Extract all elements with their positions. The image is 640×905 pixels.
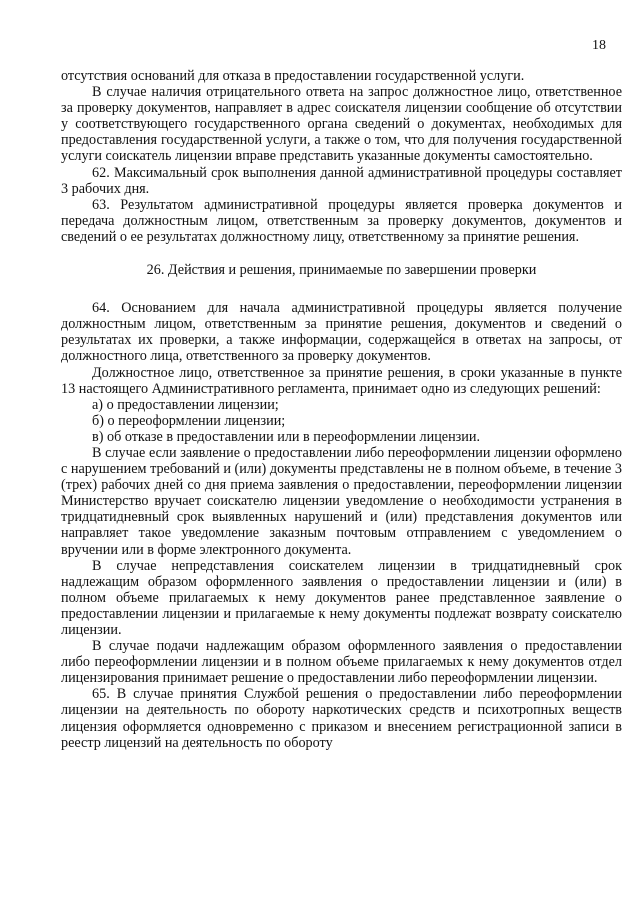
paragraph: 65. В случае принятия Службой решения о предоставлении либо переоформлении лицензии на деятельность по обороту наркотических средств и психотропных веществ лицензия оформляется одновременно с приказом и внесением регистрационной записи в реестр лицензий на деятельность по обороту [61,686,622,751]
paragraph: 62. Максимальный срок выполнения данной административной процедуры составляет 3 рабочих дня. [61,164,622,197]
paragraph: отсутствия оснований для отказа в предоставлении государственной услуги. [61,68,525,84]
paragraph: В случае подачи надлежащим образом оформленного заявления о предоставлении либо переоформлении лицензии и в полном объеме прилагаемых к нему документов отдел лицензирования принимает решение о предоставлении либо переоформлении лицензии. [61,638,622,687]
paragraph: В случае непредставления соискателем лицензии в тридцатидневный срок надлежащим образом оформленного заявления о предоставлении лицензии и (или) в полном объеме прилагаемых к нему документов ранее представленное заявление о предоставлении лицензии и прилагаемые к нему документы подлежат возврату соискателю лицензии. [61,557,622,638]
paragraph: В случае наличия отрицательного ответа на запрос должностное лицо, ответственное за проверку документов, направляет в адрес соискателя лицензии сообщение об отсутствии у соответствующего государственного органа сведений о документах, необходимых для предоставления государственной услуги, а также о том, что для получения государственной услуги соискатель лицензии вправе представить указанные документы самостоятельно. [61,84,622,165]
section-heading: 26. Действия и решения, принимаемые по завершении проверки [146,262,537,279]
paragraph: В случае если заявление о предоставлении либо переоформлении лицензии оформлено с нарушением требований и (или) документы представлены не в полном объеме, в течение 3 (трех) рабочих дней со дня приема заявления о предоставлении, переоформлении лицензии Министерство вручает соискателю лицензии уведомление о необходимости устранения в тридцатидневный срок выявленных нарушений и (или) представления документов или направляет такое уведомление заказным почтовым отправлением с уведомлением о вручении или в форме электронного документа. [61,444,622,558]
paragraph: 64. Основанием для начала административной процедуры является получение должностным лицом, ответственным за принятие решения, документов и сведений о результатах их проверки, а также информации, содержащейся в ответах на запросы, от должностного лица, ответственного за проверку документов. [61,300,622,365]
list-item: в) об отказе в предоставлении или в переоформлении лицензии. [92,428,481,445]
list-item: б) о переоформлении лицензии; [92,412,286,429]
document-body [61,68,622,751]
paragraph: Должностное лицо, ответственное за принятие решения, в сроки указанные в пункте 13 настоящего Административного регламента, принимает одно из следующих решений: [61,364,622,397]
list-item: а) о предоставлении лицензии; [92,396,279,413]
paragraph: 63. Результатом административной процедуры является проверка документов и передача должностным лицом, ответственным за проверку документов, документов и сведений о ее результатах должностному лицу, ответственному за принятие решения. [61,196,622,245]
page-number: 18 [592,38,606,53]
